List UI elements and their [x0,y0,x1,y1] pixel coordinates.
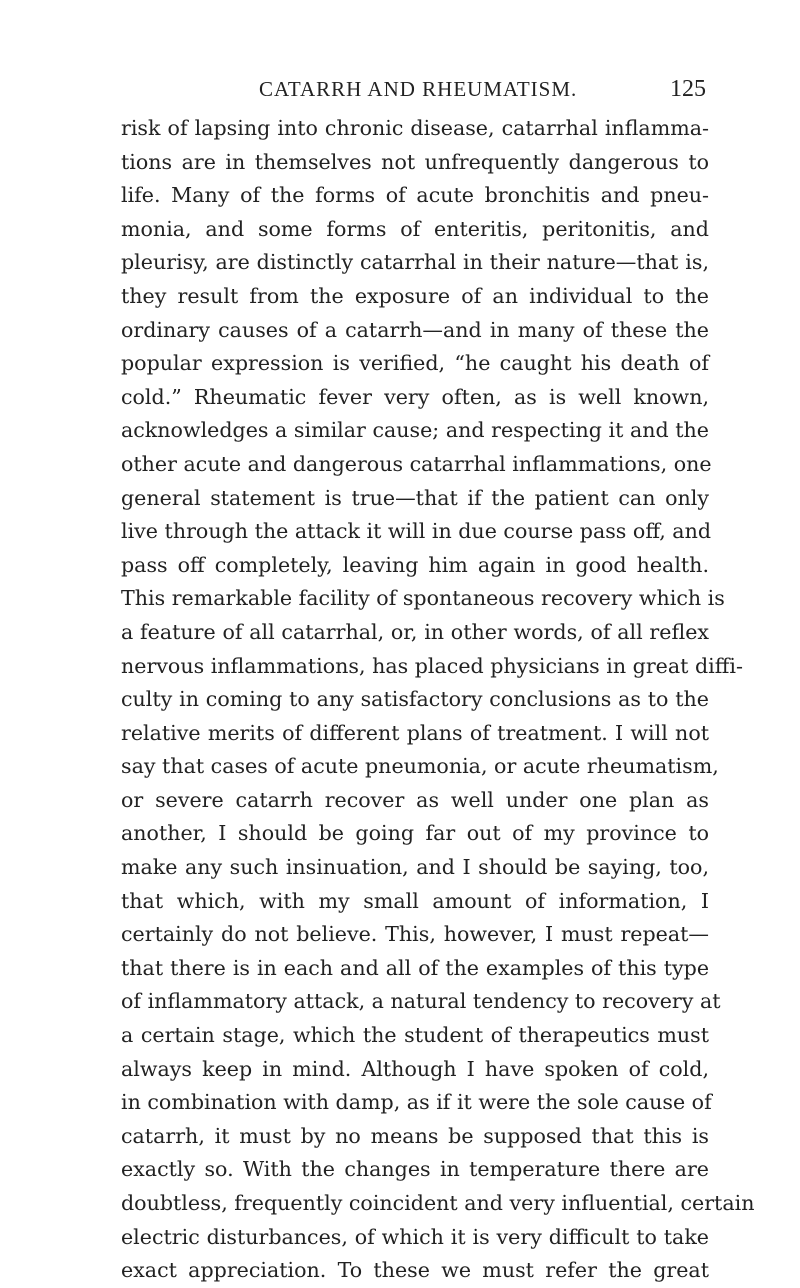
text-line: life. Many of the forms of acute bronchitis and pneu- [121,183,709,208]
text-line: or severe catarrh recover as well under one plan as [121,787,709,812]
running-header-title: CATARRH AND RHEUMATISM. [259,77,578,101]
text-line: make any such insinuation, and I should be saying, too, [121,855,709,880]
text-line: exact appreciation. To these we must refer the great [121,1258,709,1283]
text-line: that there is in each and all of the examples of this type [121,955,709,980]
text-line: monia, and some forms of enteritis, peritonitis, and [121,216,709,241]
text-line: general statement is true—that if the patient can only [121,485,709,510]
text-line: pleurisy, are distinctly catarrhal in their nature—that is, [121,250,709,275]
text-line: acknowledges a similar cause; and respecting it and the [121,418,709,443]
text-line: they result from the exposure of an individual to the [121,283,709,308]
page-number: 125 [670,76,706,102]
text-line: catarrh, it must by no means be supposed that this is [121,1123,709,1148]
text-line: of inflammatory attack, a natural tendency to recovery at [121,989,721,1014]
text-line: This remarkable facility of spontaneous recovery which is [121,586,725,611]
text-line: in combination with damp, as if it were the sole cause of [121,1090,712,1115]
text-line: always keep in mind. Although I have spoken of cold, [121,1056,709,1081]
text-line: say that cases of acute pneumonia, or acute rheumatism, [121,754,719,779]
text-line: risk of lapsing into chronic disease, catarrhal inflamma- [121,116,709,140]
text-line: exactly so. With the changes in temperature there are [121,1157,709,1182]
text-line: doubtless, frequently coincident and very influential, certain [121,1191,755,1215]
text-line: relative merits of different plans of treatment. I will not [121,720,709,745]
text-line: culty in coming to any satisfactory conclusions as to the [121,687,709,712]
text-line: popular expression is verified, “he caught his death of [121,351,709,376]
text-line: a feature of all catarrhal, or, in other words, of all reflex [121,619,709,644]
text-line: live through the attack it will in due course pass off, and [121,519,712,544]
text-line: cold.” Rheumatic fever very often, as is well known, [121,384,709,409]
text-line: that which, with my small amount of information, I [121,888,709,913]
text-line: electric disturbances, of which it is very difficult to take [121,1224,709,1249]
text-line: a certain stage, which the student of therapeutics must [121,1023,709,1048]
text-line: other acute and dangerous catarrhal inflammations, one [121,451,712,476]
body-paragraph [121,112,755,1288]
text-line: another, I should be going far out of my province to [121,821,709,846]
running-header [120,72,708,106]
text-line: ordinary causes of a catarrh—and in many of these the [121,317,709,342]
text-line: pass off completely, leaving him again in good health. [121,552,709,577]
text-line: nervous inflammations, has placed physicians in great diffi- [121,653,743,678]
text-line: tions are in themselves not unfrequently dangerous to [121,149,709,174]
text-line: certainly do not believe. This, however, I must repeat— [121,922,709,947]
